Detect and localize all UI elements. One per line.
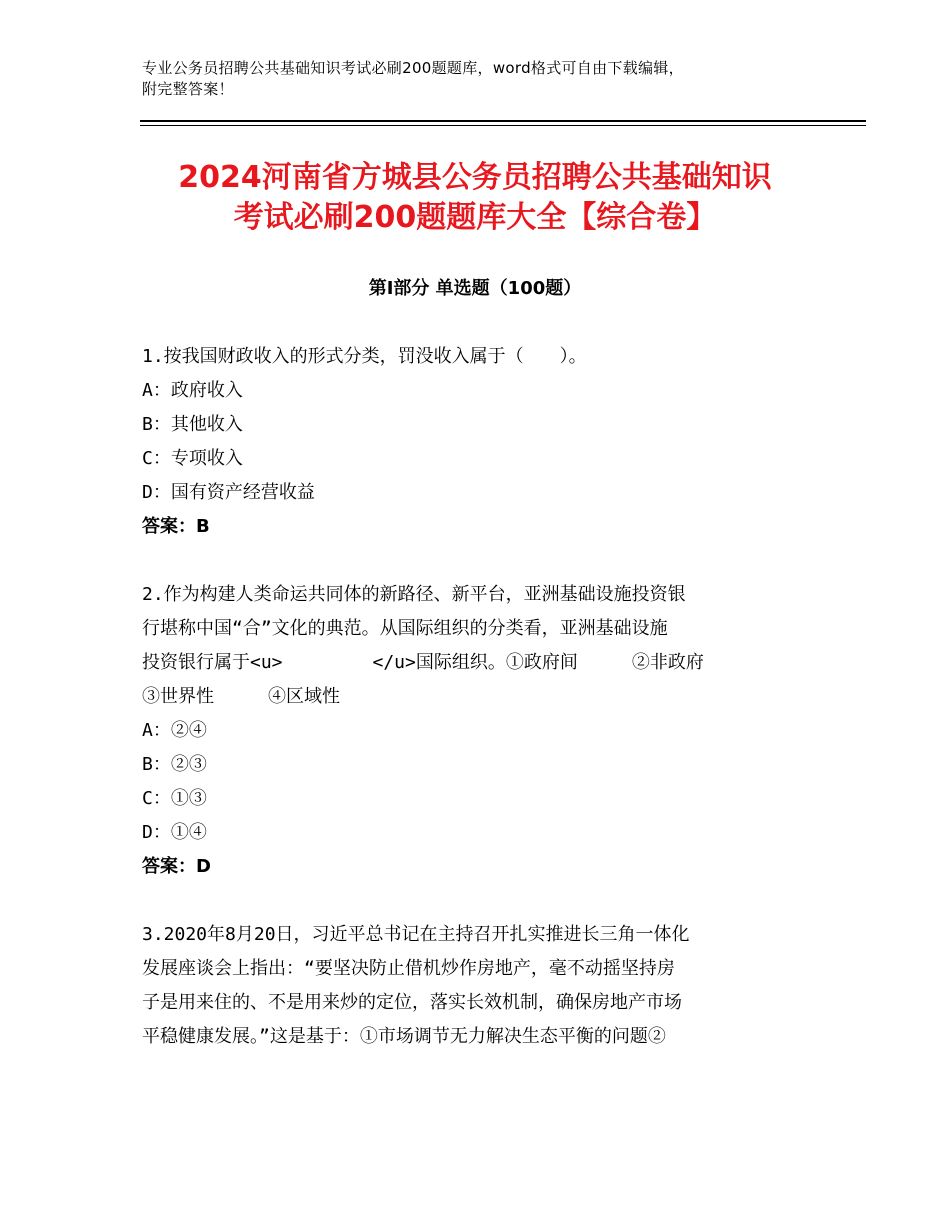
header-line: 附完整答案！ [142, 80, 234, 98]
header-divider [140, 125, 866, 126]
question-stem: 发展座谈会上指出：“要坚决防止借机炒作房地产，毫不动摇坚持房 [142, 958, 675, 979]
question-stem: 2.作为构建人类命运共同体的新路径、新平台，亚洲基础设施投资银 [142, 584, 686, 605]
question-stem: 行堪称中国“合”文化的典范。从国际组织的分类看，亚洲基础设施 [142, 618, 668, 639]
section-heading: 第Ⅰ部分 单选题（100题） [368, 278, 582, 299]
answer-label: 答案：B [142, 516, 210, 537]
header-line: 专业公务员招聘公共基础知识考试必刷200题题库，word格式可自由下载编辑， [142, 59, 684, 77]
answer-label: 答案：D [142, 856, 211, 877]
question-stem: 子是用来住的、不是用来炒的定位，落实长效机制，确保房地产市场 [142, 992, 682, 1013]
header-divider [140, 120, 866, 122]
page-header [142, 58, 822, 100]
option-c: C：①③ [142, 788, 207, 809]
option-d: D：国有资产经营收益 [142, 482, 315, 503]
question-stem: 平稳健康发展。”这是基于：①市场调节无力解决生态平衡的问题② [142, 1026, 666, 1047]
question-stem: 3.2020年8月20日，习近平总书记在主持召开扎实推进长三角一体化 [142, 924, 690, 945]
option-d: D：①④ [142, 822, 207, 843]
option-c: C：专项收入 [142, 448, 243, 469]
option-b: B：其他收入 [142, 414, 243, 435]
question-item [142, 340, 810, 544]
question-item [142, 918, 810, 1054]
question-list [142, 340, 810, 1088]
question-stem: 1.按我国财政收入的形式分类，罚没收入属于（ ）。 [142, 346, 587, 367]
option-a: A：②④ [142, 720, 207, 741]
option-b: B：②③ [142, 754, 207, 775]
option-a: A：政府收入 [142, 380, 243, 401]
question-stem: 投资银行属于<u> </u>国际组织。①政府间 ②非政府 [142, 652, 704, 673]
question-stem: ③世界性 ④区域性 [142, 686, 340, 707]
document-title [100, 158, 850, 238]
title-line: 2024河南省方城县公务员招聘公共基础知识 [178, 160, 772, 195]
question-item [142, 578, 810, 884]
title-line: 考试必刷200题题库大全【综合卷】 [233, 200, 717, 235]
